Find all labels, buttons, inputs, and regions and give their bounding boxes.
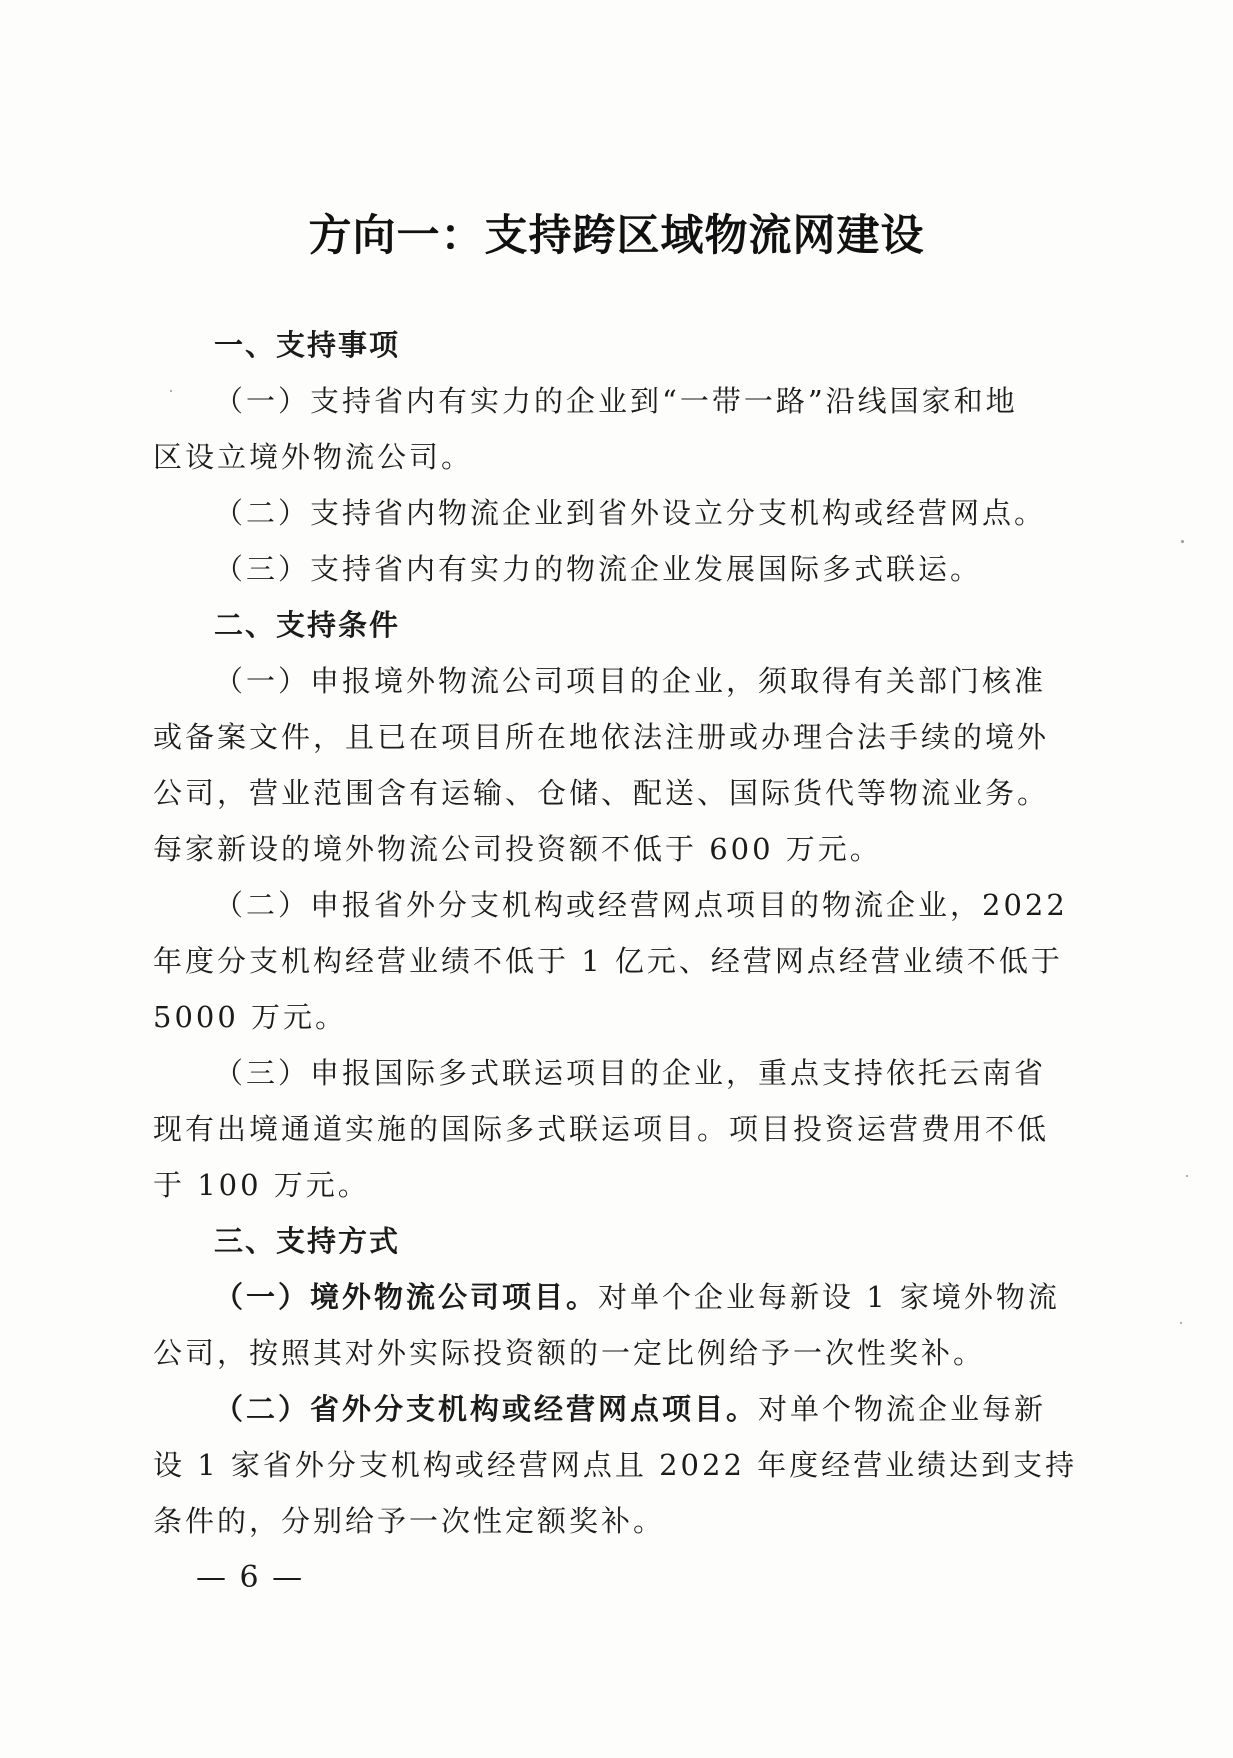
paragraph-line: （二）支持省内物流企业到省外设立分支机构或经营网点。 xyxy=(214,496,1047,530)
item-text: 对单个物流企业每新 xyxy=(758,1392,1047,1426)
scan-speck xyxy=(1181,540,1184,543)
paragraph-line: （一）支持省内有实力的企业到“一带一路”沿线国家和地 xyxy=(214,384,1018,418)
paragraph-line: 于 100 万元。 xyxy=(153,1168,370,1202)
paragraph-line: 或备案文件，且已在项目所在地依法注册或办理合法手续的境外 xyxy=(153,720,1050,754)
paragraph-line: （三）支持省内有实力的物流企业发展国际多式联运。 xyxy=(214,552,983,586)
page-number: — 6 — xyxy=(196,1560,305,1595)
paragraph-line: 现有出境通道实施的国际多式联运项目。项目投资运营费用不低 xyxy=(153,1112,1050,1146)
paragraph-line: （三）申报国际多式联运项目的企业，重点支持依托云南省 xyxy=(214,1056,1047,1090)
paragraph-line: 区设立境外物流公司。 xyxy=(153,440,474,474)
section-heading-support-items: 一、支持事项 xyxy=(214,328,401,362)
section-heading-support-methods: 三、支持方式 xyxy=(214,1224,401,1258)
paragraph-line: 5000 万元。 xyxy=(153,1000,348,1034)
paragraph-line: 每家新设的境外物流公司投资额不低于 600 万元。 xyxy=(153,832,882,866)
item-text: 对单个企业每新设 1 家境外物流 xyxy=(598,1280,1060,1314)
paragraph-line xyxy=(214,1279,1060,1315)
scan-speck xyxy=(1180,1322,1182,1324)
paragraph-line: （一）申报境外物流公司项目的企业，须取得有关部门核准 xyxy=(214,664,1047,698)
page-title: 方向一：支持跨区域物流网建设 xyxy=(308,211,925,261)
item-lead: （二）省外分支机构或经营网点项目。 xyxy=(214,1392,759,1426)
paragraph-line: 公司，按照其对外实际投资额的一定比例给予一次性奖补。 xyxy=(153,1336,986,1370)
paragraph-line: （二）申报省外分支机构或经营网点项目的物流企业，2022 xyxy=(214,888,1068,922)
paragraph-line: 设 1 家省外分支机构或经营网点且 2022 年度经营业绩达到支持 xyxy=(153,1448,1078,1482)
paragraph-line xyxy=(214,1391,1046,1427)
paragraph-line: 年度分支机构经营业绩不低于 1 亿元、经营网点经营业绩不低于 xyxy=(153,944,1063,978)
paragraph-line: 条件的，分别给予一次性定额奖补。 xyxy=(153,1504,666,1538)
scan-speck xyxy=(1186,1175,1188,1177)
scan-speck xyxy=(170,390,172,392)
paragraph-line: 公司，营业范围含有运输、仓储、配送、国际货代等物流业务。 xyxy=(153,776,1050,810)
item-lead: （一）境外物流公司项目。 xyxy=(214,1280,599,1314)
section-heading-support-conditions: 二、支持条件 xyxy=(214,608,401,642)
